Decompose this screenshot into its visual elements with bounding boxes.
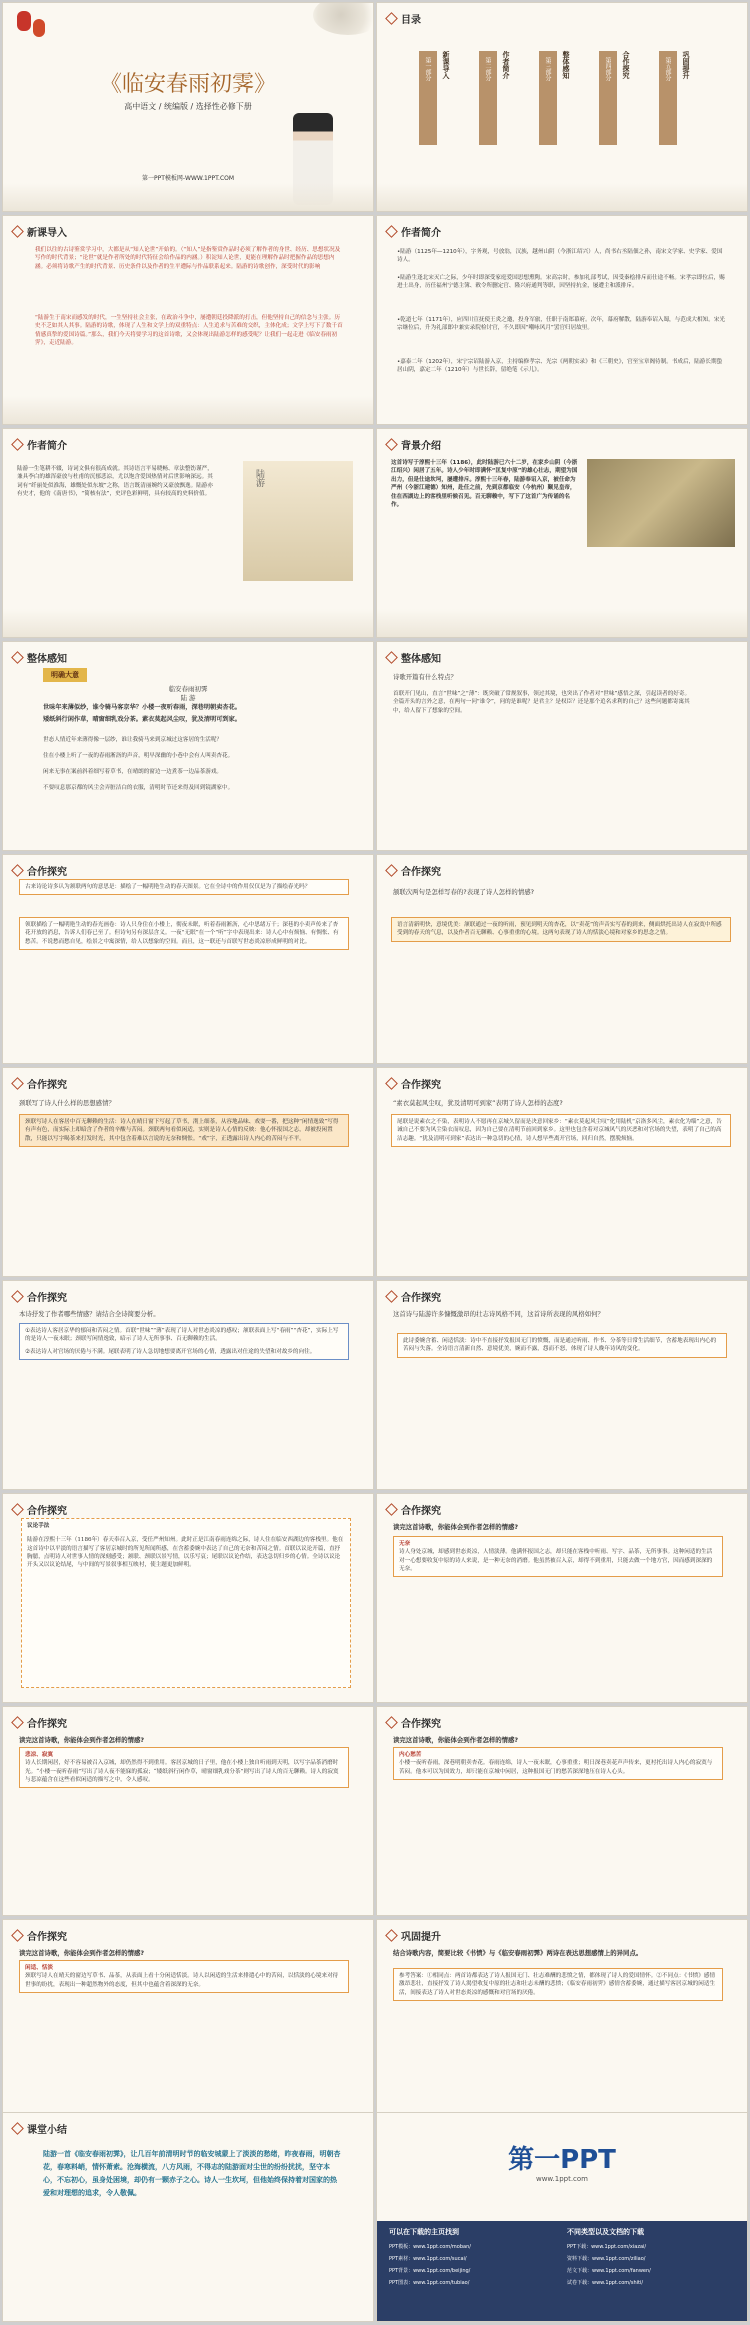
answer-box: 此诗委婉含蓄、闲适恬淡：诗中不直接抒发报国无门的愤慨，而是通过听雨、作书、分茶等日常生活细节，含蓄地表现出内心的苦闷与失落。全诗语言清新自然、意境优美，婉而不露，怨而不怒，体现了诗人晚年诗风的变化。 [397,1333,727,1358]
link[interactable]: PPT图表：www.1ppt.com/tubiao/ [389,2280,470,2286]
diamond-icon [11,1716,24,1729]
diamond-icon [11,2122,24,2135]
slide-heading: 整体感知 [27,654,67,665]
slide-heading: 合作探究 [27,867,67,878]
slide-contents: 目录 第一部分 新课导入 第二部分 作者简介 第三部分 整体感知 第四部分 合作探究 第五部分 巩固提升 [376,2,748,212]
intro-text-2: “陆游生于南宋而感发的时代，一生坚持社会主张，在政治斗争中，屡遭朝廷投降派的打击，但他坚持自己的信念与主张。历史不乏如其人其事。陆游的诗歌，体现了人生和文学上的双重特点：人生追求与苦难的交织，主体化成；文学上写下了数千首情感真挚的爱国诗篇。”那么，我们今天将要学习的这首诗歌，又会体现出陆游怎样的感受呢？让我们一起走进《临安春雨初霁》，走近陆游。 [35,315,343,347]
diamond-icon [385,225,398,238]
slide-explore-3: 合作探究 颈联写了诗人什么样的思想感情？ 颈联写诗人在客居中百无聊赖的生活：诗人在晴日窗下写起了草书，沏上细茶，从容地品味、戏耍一番，把这种“闲情逸致”写得有声有色，而实际上却暗含了作者的辛酸与苦闷。颈联两句看似闲适，实则是诗人心情的反映：他心怀报国之志，却被投闲置散，只能以写字喝茶来打发时光，其中包含着难以言说的无奈和惆怅。“戏”字，正透露出诗人内心的苦闷与不平。 [2,1067,374,1277]
diamond-icon [385,1503,398,1516]
diamond-icon [11,438,24,451]
answer-box: 内心愁苦 小楼一夜听春雨，深巷明朝卖杏花。春雨连绵，诗人一夜未眠，心事重重；明日深巷卖花声声传来，更衬托出诗人内心的寂寞与苦闷。他本可以为国效力，却只能在京城中闲居，这种报国无门的愁苦深深地压在诗人心头。 [393,1747,723,1780]
answer-box: 参考答案：①相同点：两首诗都表达了诗人报国无门、壮志难酬的悲愤之情，都体现了诗人的爱国情怀。②不同点：《书愤》感情激昂悲壮，直接抒发了诗人渴望收复中原的壮志和壮志未酬的悲愤；《临安春雨初霁》感情含蓄委婉，通过描写客居京城的闲适生活，间接表达了诗人对世态炎凉的感慨和对官场的厌倦。 [393,1968,723,2001]
slide-consolidate: 巩固提升 结合诗歌内容，简要比较《书愤》与《临安春雨初霁》两诗在表达思想感情上的异同点。 参考答案：①相同点：两首诗都表达了诗人报国无门、壮志难酬的悲愤之情，都体现了诗人的爱国情怀。②不同点：《书愤》感情激昂悲壮，直接抒发了诗人渴望收复中原的壮志和壮志未酬的悲愤；《临安春雨初霁》感情含蓄委婉，通过描写客居京城的闲适生活，间接表达了诗人对世态炎凉的感慨和对官场的厌倦。 [376,1919,748,2129]
ink-cloud-decoration [313,2,374,35]
diamond-icon [11,864,24,877]
diamond-icon [385,1290,398,1303]
link[interactable]: PPT下载：www.1ppt.com/xiazai/ [567,2244,647,2250]
diamond-icon [11,225,24,238]
slide-author-1: 作者简介 •陆游（1125年—1210年），字务观，号放翁，汉族，越州山阴（今浙江绍兴）人，尚书右丞陆佃之孙，南宋文学家、史学家、爱国诗人。 •陆游生逢北宋灭亡之际，少年时即深受家庭爱国思想熏陶。宋高宗时，参加礼部考试，因受秦桧排斥而仕途不畅。宋孝宗即位后，赐进士出身，历任福州宁德主簿、敕令所删定官、隆兴府通判等职，因坚持抗金，屡遭主和派排斥。 •乾道七年（1171年），应四川宣抚使王炎之邀，投身军旅，任职于南郑幕府。次年，幕府解散，陆游奉诏入蜀，与范成大相知。宋光宗继位后，升为礼部郎中兼实录院检讨官，不久即因“嘲咏风月”罢官归居故里。 •嘉泰二年（1202年），宋宁宗诏陆游入京，主持编修孝宗、光宗《两朝实录》和《三朝史》，官至宝章阁待制。书成后，陆游长期蛰居山阴，嘉定二年（1210年）与世长辞，留绝笔《示儿》。 [376,215,748,425]
slide-heading: 课堂小结 [27,2125,67,2136]
answer-box: 悲凉、寂寞 诗人长期闲居，好不容易被召入京城，却仍然得不到重用。客居京城的日子里，他在小楼上独自听雨到天明，以写字品茶消磨时光。“小楼一夜听春雨”写出了诗人夜不能寐的孤寂；“矮纸斜行闲作草，晴窗细乳戏分茶”则写出了诗人的百无聊赖。诗人的寂寞与悲凉蕴含在这些看似闲适的描写之中，令人感叹。 [19,1747,349,1788]
portrait-caption: 陆游 [254,469,264,487]
slide-heading: 合作探究 [401,1506,441,1517]
slide-cover [2,2,374,212]
slide-summary: 课堂小结 陆游一首《临安春雨初霁》，让几百年前清明时节的临安城蒙上了淡淡的愁绪，昨夜春雨，明朝杏花，春寒料峭，情怀萧索。沧海横流，八方风雨，不得志的陆游面对尘世的纷纷扰扰，坚守本心，不忘初心，虽身处困境，却仍有一颗赤子之心。诗人一生坎坷，但他始终保持着对国家的热爱和对理想的追求，令人敬佩。 [2,2112,374,2322]
slide-explore-1 [2,854,374,1064]
slide-heading: 目录 [401,15,421,26]
answer-box: 无奈 诗人身处京城，却感到世态炎凉，人情淡薄。他满怀报国之志，却只能在客栈中听雨、写字、品茶，无所事事。这种闲适的生活对一心想要收复中原的诗人来说，是一种无奈的消磨。他虽然被召入京，却得不到重用，只能去做一个地方官，因而感到深深的无奈。 [393,1536,723,1577]
slide-heading: 新课导入 [27,228,67,239]
answer-box: 语言清新明快，意境优美：颔联通过一夜的听雨，预见到明天的杏花，以“卖花”的声音实写春的到来，侧面烘托出诗人在寂寞中所感受到的春天的气息，以及作者百无聊赖、心事重重的心境。这两句表现了诗人的恬淡心境和对家乡的思念之情。 [391,917,731,942]
slide-heading: 合作探究 [27,1506,67,1517]
slide-intro [2,215,374,425]
slide-explore-9: 合作探究 读完这首诗歌，你能体会到作者怎样的情感? 悲凉、寂寞 诗人长期闲居，好不容易被召入京城，却仍然得不到重用。客居京城的日子里，他在小楼上独自听雨到天明，以写字品茶消磨时光。“小楼一夜听春雨”写出了诗人夜不能寐的孤寂；“矮纸斜行闲作草，晴窗细乳戏分茶”则写出了诗人的百无聊赖。诗人的寂寞与悲凉蕴含在这些看似闲适的描写之中，令人感叹。 [2,1706,374,1916]
diamond-icon [385,651,398,664]
diamond-icon [11,1290,24,1303]
diamond-icon [385,12,398,25]
meaning-pill: 明确大意 [43,668,87,682]
link[interactable]: PPT背景：www.1ppt.com/beijing/ [389,2268,471,2274]
slide-heading: 合作探究 [401,867,441,878]
slide-heading: 合作探究 [27,1719,67,1730]
site-link[interactable]: www.1ppt.com [535,2175,589,2183]
slide-explore-10: 合作探究 读完这首诗歌，你能体会到作者怎样的情感? 内心愁苦 小楼一夜听春雨，深巷明朝卖杏花。春雨连绵，诗人一夜未眠，心事重重；明日深巷卖花声声传来，更衬托出诗人内心的寂寞与苦闷。他本可以为国效力，却只能在京城中闲居，这种报国无门的愁苦深深地压在诗人心头。 [376,1706,748,1916]
diamond-icon [385,864,398,877]
lantern-icon [33,19,45,37]
question-box: 古来诗论诗多认为颔联两句的意思是：描绘了一幅明艳生动的春天图景。它在全诗中的作用仅仅是为了描绘春光吗？ [19,879,349,895]
1ppt-logo: 第一PPT [508,2145,616,2175]
cover-subtitle: 高中语文 / 统编版 / 选择性必修下册 [124,102,252,111]
slide-heading: 作者简介 [27,441,67,452]
slide-author-2: 作者简介 陆游一生笔耕不辍，诗词文俱有很高成就。其诗语言平易晓畅、章法整饬谨严，兼具李白的雄浑豪放与杜甫的沉郁悲凉，尤以饱含爱国热情对后世影响深远。其词有“纤丽处似淮海，雄慨处似东坡”之称，语言既清丽婉约又豪放飘逸。陆游亦有史才，他的《南唐书》，“简核有法”，史评色彩鲜明，具有较高的史料价值。 陆游 [2,428,374,638]
slide-explore-5: 合作探究 本诗抒发了作者哪些情感？请结合全诗简要分析。 ①表达诗人客居京华的郁闷和苦闷之情。首联“世味”“薄”表现了诗人对世态炎凉的感叹；颔联表面上写“春雨”“杏花”，实际上写的是诗人一夜未眠；颈联写闲情逸致，暗示了诗人无所事事、百无聊赖的生活。 ②表达诗人对官场的厌倦与不满。尾联表明了诗人急切地想要离开官场的心情，透露出对仕途的失望和对故乡的向往。 [2,1280,374,1490]
link[interactable]: 试卷下载：www.1ppt.com/shiti/ [567,2280,644,2286]
slide-background: 背景介绍 这首诗写于淳熙十三年（1186），此时陆游已六十二岁，在家乡山阴（今浙江绍兴）闲居了五年。诗人少年时即满怀“匡复中原”的雄心壮志，期望为国出力，但是仕途坎坷，屡遭排斥。淳熙十三年春，陆游奉诏入京，被任命为严州（今浙江建德）知州，赴任之前，先到京都临安（今杭州）觐见皇帝，住在西湖边上的客栈里听候召见。百无聊赖中，写下了这首广为传诵的名作。 [376,428,748,638]
answer-box: ①表达诗人客居京华的郁闷和苦闷之情。首联“世味”“薄”表现了诗人对世态炎凉的感叹；颔联表面上写“春雨”“杏花”，实际上写的是诗人一夜未眠；颈联写闲情逸致，暗示了诗人无所事事、百无聊赖的生活。 ②表达诗人对官场的厌倦与不满。尾联表明了诗人急切地想要离开官场的心情，透露出对仕途的失望和对故乡的向往。 [19,1323,349,1360]
slide-explore-4: 合作探究 “素衣莫起风尘叹，犹及清明可到家”表明了诗人怎样的态度? 尾联是说素衣之不染，表明诗人不愿再在京城久留而是决意回家乡：“素衣莫起风尘叹”化用陆机“京洛多风尘，素衣化为缁”之意，告诫自己不要为风尘染衣而叹息，因为自己要在清明节前回到家乡。这里也包含着对京城风气的厌恶和对官场的失望，表明了自己的高洁志趣。“犹及清明可到家”表达出一种急切的心情，诗人想早些离开官场，回归自然，摆脱烦恼。 [376,1067,748,1277]
slide-heading: 合作探究 [401,1719,441,1730]
cover-title: 《临安春雨初霁》 [99,72,276,97]
slide-footer-ad: 第一PPT www.1ppt.com 可以在下载的主页找到 不同类型以及文档的下载 PPT模板：www.1ppt.com/moban/ PPT素材：www.1ppt.com/sucai/ PPT背景：www.1ppt.com/beijing/ PPT图表：www.1ppt.com/tubiao/ PPT下载：www.1ppt.com/xiazai/ 资料下载：www.1ppt.com/ziliao/ 范文下载：www.1ppt.com/fanwen/ 试卷下载：www.1ppt.com/shiti/ [376,2112,748,2322]
ancient-painting-image [587,459,735,547]
diamond-icon [11,1503,24,1516]
slide-heading: 合作探究 [27,1080,67,1091]
lantern-icon [17,11,31,31]
diamond-icon [11,1929,24,1942]
slide-heading: 背景介绍 [401,441,441,452]
diamond-icon [11,1077,24,1090]
intro-text: 我们以往的古诗鉴赏学习中，大都是从“知人论世”开始的。（“知人”是指鉴赏作品时必须了解作者的身世、经历、思想状况及写作的时代背景；“论世”就是作者所处的时代特征会给作品的内涵。）积淀知人论世，更能在理解作品时把握作品的思想内涵。必须将诗歌产生的时代背景、历史条件以及作者的生平遭际与作品联系起来。陆游的诗歌创作，深受时代的影响 [35,247,341,270]
slide-overview-2: 整体感知 诗歌开篇有什么特点？ 首联开门见山，直言“世味”之“薄”：既突破了常规叙事，领过其境，也突出了作者对“世味”感悟之深，引起读者的好奇。全篇开头的言外之意，在两句一问“谁令”，问的是谁呢？是君主？是权臣？还是那个追名求利的自己？这些问题都寄寓其中，给人留下了想象的空间。 [376,641,748,851]
slide-heading: 作者简介 [401,228,441,239]
slide-explore-2: 合作探究 颔联次两句是怎样写春的?表现了诗人怎样的情感? 语言清新明快，意境优美：颔联通过一夜的听雨，预见到明天的杏花，以“卖花”的声音实写春的到来，侧面烘托出诗人在寂寞中所感受到的春天的气息，以及作者百无聊赖、心事重重的心境。这两句表现了诗人的恬淡心境和对家乡的思念之情。 [376,854,748,1064]
answer-box: 闲适、恬淡 颈联写诗人在晴天的窗边写草书、品茶，从表面上看十分闲适恬淡。诗人以闲适的生活来排遣心中的苦闷，以恬淡的心境来对待世事的纷扰，表现出一种超然物外的态度，但其中也蕴含着深深的无奈。 [19,1960,349,1993]
cover-site: 第一PPT模板网-WWW.1PPT.COM [141,175,235,182]
answer-box: 颈联写诗人在客居中百无聊赖的生活：诗人在晴日窗下写起了草书，沏上细茶，从容地品味、戏耍一番，把这种“闲情逸致”写得有声有色，而实际上却暗含了作者的辛酸与苦闷。颈联两句看似闲适，实则是诗人心情的反映：他心怀报国之志，却被投闲置散，只能以写字喝茶来打发时光，其中包含着难以言说的无奈和惆怅。“戏”字，正透露出诗人内心的苦闷与不平。 [19,1114,349,1147]
slide-heading: 整体感知 [401,654,441,665]
diamond-icon [385,1077,398,1090]
diamond-icon [385,1929,398,1942]
answer-box: 尾联是说素衣之不染，表明诗人不愿再在京城久留而是决意回家乡：“素衣莫起风尘叹”化用陆机“京洛多风尘，素衣化为缁”之意，告诫自己不要为风尘染衣而叹息，因为自己要在清明节前回到家乡。这里也包含着对京城风气的厌恶和对官场的失望，表明了自己的高洁志趣。“犹及清明可到家”表达出一种急切的心情，诗人想早些离开官场，回归自然，摆脱烦恼。 [391,1114,731,1147]
slide-overview-1: 整体感知 明确大意 临安春雨初霁 陆 游 世味年来薄似纱，谁令骑马客京华？小楼一夜听春雨，深巷明朝卖杏花。 矮纸斜行闲作草，晴窗细乳戏分茶。素衣莫起风尘叹，犹及清明可到家。 世态人情近年来薄得像一层纱，谁让我骑马来到京城过这客居的生活呢？ 住在小楼上听了一夜的春雨淅沥的声音，明早深幽的小巷中会有人叫卖杏花。 闲来无事在案前斜着细写着草书，在晴朗的窗边一边煮茶一边品茶游戏。 不要叹息那京都的风尘会弄脏洁白的衣服，清明时节还来得及回到镜湖家中。 [2,641,374,851]
slide-explore-7 [2,1493,374,1703]
slide-heading: 巩固提升 [401,1932,441,1943]
link[interactable]: PPT模板：www.1ppt.com/moban/ [389,2244,471,2250]
link[interactable]: 范文下载：www.1ppt.com/fanwen/ [567,2268,651,2274]
link[interactable]: PPT素材：www.1ppt.com/sucai/ [389,2256,467,2262]
diamond-icon [385,438,398,451]
slide-heading: 合作探究 [27,1293,67,1304]
slide-heading: 合作探究 [401,1293,441,1304]
diamond-icon [385,1716,398,1729]
slide-explore-6: 合作探究 这首诗与陆游许多慷慨激昂的壮志诗风格不同，这首诗所表现的风格如何？ 此诗委婉含蓄、闲适恬淡：诗中不直接抒发报国无门的愤慨，而是通过听雨、作书、分茶等日常生活细节，含蓄地表现出内心的苦闷与失落。全诗语言清新自然、意境优美，婉而不露，怨而不怒，体现了诗人晚年诗风的变化。 [376,1280,748,1490]
slide-explore-11: 合作探究 读完这首诗歌，你能体会到作者怎样的情感? 闲适、恬淡 颈联写诗人在晴天的窗边写草书、品茶，从表面上看十分闲适恬淡。诗人以闲适的生活来排遣心中的苦闷，以恬淡的心境来对待世事的纷扰，表现出一种超然物外的态度，但其中也蕴含着深深的无奈。 [2,1919,374,2129]
answer-box: 领联描绘了一幅明艳生动的春光画卷：诗人只身住在小楼上，彻夜未眠，听着春雨淅沥，心中思绪万千；深巷的小卖声传来了杏花开放的消息，告诉人们春已至了。但诗句另有深层含义。一夜“无眠”在一个“听”字中表现出来：诗人心中有烦恼、有惆怅、有愁苦。不说愁而愁自见，绘景之中寓深情，给人以想象的空间。而且，这一联还与首联写世态炎凉形成鲜明的对比。 [19,917,349,950]
slide-heading: 合作探究 [27,1932,67,1943]
slide-explore-8: 合作探究 读完这首诗歌，你能体会到作者怎样的情感? 无奈 诗人身处京城，却感到世态炎凉，人情淡薄。他满怀报国之志，却只能在客栈中听雨、写字、品茶，无所事事。这种闲适的生活对一心想要收复中原的诗人来说，是一种无奈的消磨。他虽然被召入京，却得不到重用，只能去做一个地方官，因而感到深深的无奈。 [376,1493,748,1703]
diamond-icon [11,651,24,664]
slide-heading: 合作探究 [401,1080,441,1091]
essay-box: 议论手法 陆游在淳熙十三年（1186年）春天奉召入京，受任严州知州。此时正是江南春雨连绵之际，诗人住在临安西湖边的客栈里。他在这首诗中以平淡的语言描写了客居京城时的所见所闻所感，在含蓄委婉中表达了自己的无奈和苦闷之情。首联以议论开篇，直抒胸臆，点明诗人对世事人情的深刻感受；颔联、颈联以景写情，以乐写哀；尾联以议论作结，表达急切归乡的心情。全诗以议论开头又以议论结尾，与中间的写景叙事相互映衬，使主题更加鲜明。 [21,1518,351,1688]
link[interactable]: 资料下载：www.1ppt.com/ziliao/ [567,2256,646,2262]
